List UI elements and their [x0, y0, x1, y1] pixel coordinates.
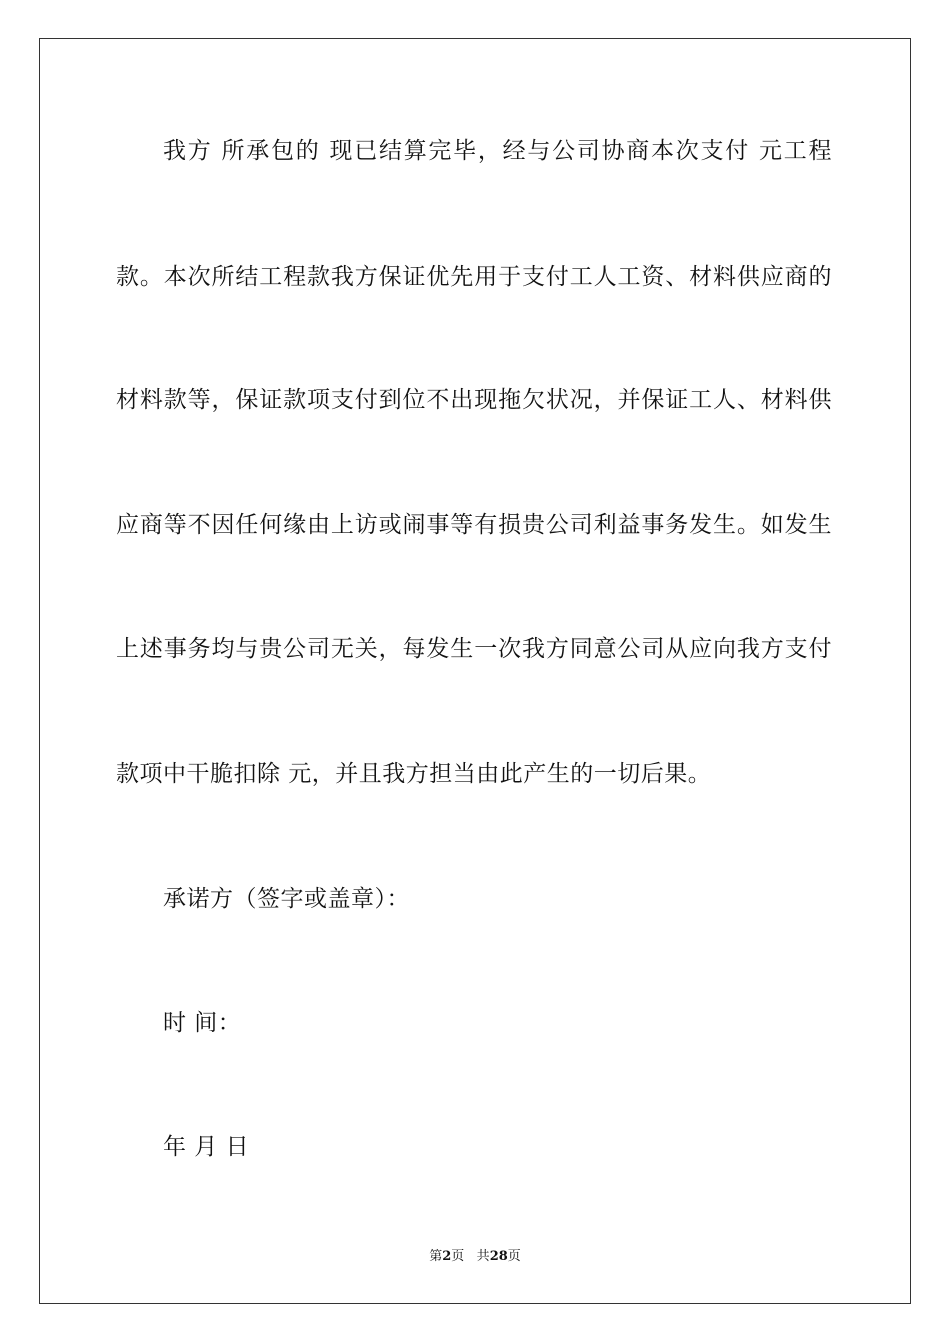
- paragraph-line-5: 上述事务均与贵公司无关，每发生一次我方同意公司从应向我方支付: [116, 636, 832, 662]
- page-prefix: 第: [429, 1249, 443, 1264]
- current-page-number: 2: [442, 1249, 452, 1264]
- total-prefix: 共: [476, 1249, 490, 1264]
- time-label: 时 间：: [163, 1010, 242, 1036]
- total-suffix: 页: [507, 1249, 521, 1264]
- page-suffix: 页: [451, 1249, 465, 1264]
- paragraph-line-6: 款项中干脆扣除 元，并且我方担当由此产生的一切后果。: [116, 761, 712, 787]
- signatory-label: 承诺方（签字或盖章）：: [163, 886, 410, 912]
- page-footer: [0, 1248, 950, 1266]
- paragraph-line-2: 款。本次所结工程款我方保证优先用于支付工人工资、材料供应商的: [116, 264, 832, 290]
- paragraph-line-3: 材料款等，保证款项支付到位不出现拖欠状况，并保证工人、材料供: [116, 387, 832, 413]
- date-label: 年 月 日: [163, 1134, 250, 1160]
- total-page-number: 28: [489, 1249, 508, 1264]
- paragraph-line-1: 我方 所承包的 现已结算完毕，经与公司协商本次支付 元工程: [163, 138, 832, 164]
- paragraph-line-4: 应商等不因任何缘由上访或闹事等有损贵公司利益事务发生。如发生: [116, 512, 832, 538]
- page-border: [39, 38, 911, 1304]
